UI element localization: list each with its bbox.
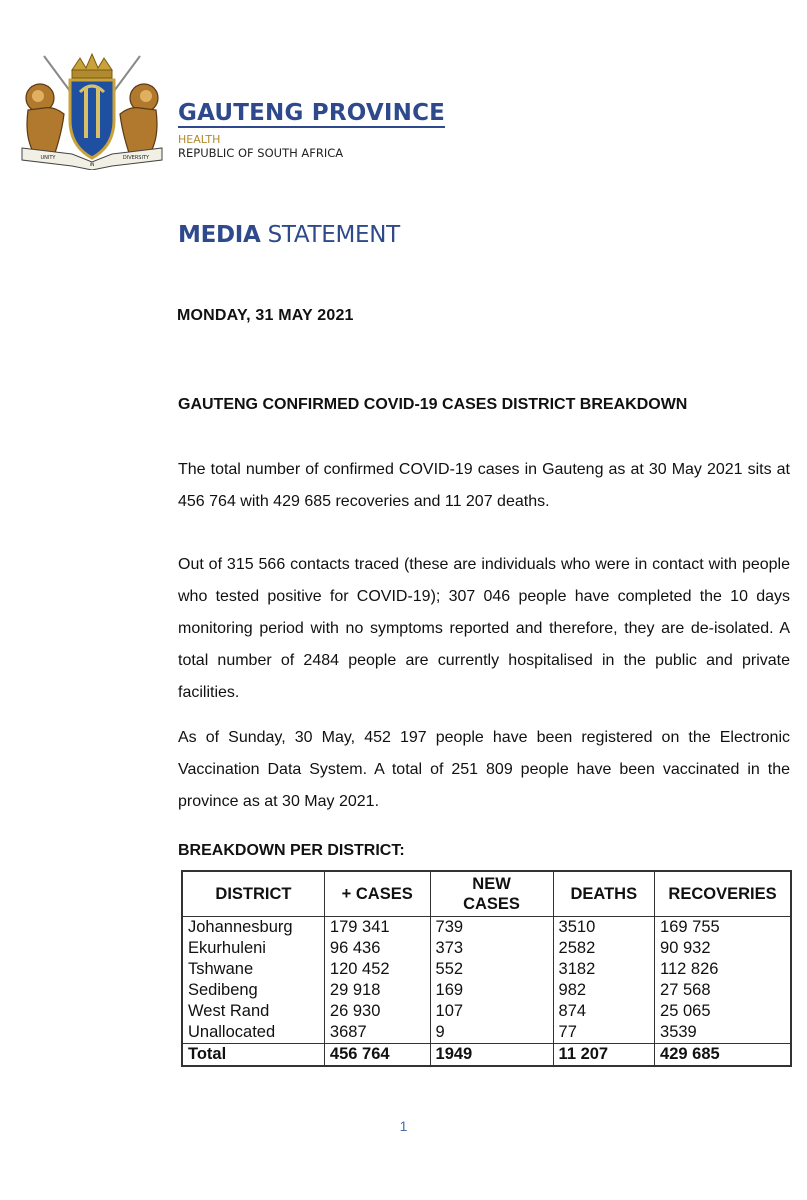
column-header-cases: + CASES	[324, 871, 430, 917]
country-name: REPUBLIC OF SOUTH AFRICA	[178, 146, 344, 160]
cell-district: Unallocated	[182, 1022, 324, 1044]
cell-recoveries: 169 755	[655, 917, 791, 939]
cell-district: West Rand	[182, 1001, 324, 1022]
cell-cases: 96 436	[324, 938, 430, 959]
svg-text:DIVERSITY: DIVERSITY	[122, 155, 150, 161]
paragraph-contacts: Out of 315 566 contacts traced (these are individuals who were in contact with people who tested positive for COVID-19); 307 046 people have completed the 10 days monitoring period with no symptoms reported and therefore, they are de-isolated. A total number of 2484 people are currently hospitalised in the public and private facilities.	[178, 556, 790, 701]
cell-district: Tshwane	[182, 959, 324, 980]
cell-cases: 29 918	[324, 980, 430, 1001]
coat-of-arms-logo	[14, 50, 170, 170]
department-name: HEALTH	[178, 133, 221, 146]
cell-district: Ekurhuleni	[182, 938, 324, 959]
cell-cases: 3687	[324, 1022, 430, 1044]
table-row	[182, 959, 791, 980]
cell-deaths: 77	[553, 1022, 654, 1044]
cell-total-recoveries: 429 685	[655, 1044, 791, 1067]
cell-recoveries: 25 065	[655, 1001, 791, 1022]
media-word: MEDIA	[178, 222, 261, 248]
cell-total-deaths: 11 207	[553, 1044, 654, 1067]
column-header-district: DISTRICT	[182, 871, 324, 917]
table-row	[182, 1022, 791, 1044]
cell-new-cases: 169	[430, 980, 553, 1001]
cell-cases: 179 341	[324, 917, 430, 939]
cell-recoveries: 3539	[655, 1022, 791, 1044]
cell-recoveries: 112 826	[655, 959, 791, 980]
cell-district: Johannesburg	[182, 917, 324, 939]
cell-new-cases: 739	[430, 917, 553, 939]
statement-date: MONDAY, 31 MAY 2021	[177, 307, 354, 324]
table-row	[182, 938, 791, 959]
cell-new-cases: 9	[430, 1022, 553, 1044]
cell-deaths: 874	[553, 1001, 654, 1022]
table-row	[182, 1001, 791, 1022]
cell-total-label: Total	[182, 1044, 324, 1067]
cell-deaths: 3510	[553, 917, 654, 939]
cell-total-new-cases: 1949	[430, 1044, 553, 1067]
table-row	[182, 917, 791, 939]
table-header-row	[182, 871, 791, 917]
district-breakdown-table	[181, 870, 792, 1067]
cell-deaths: 2582	[553, 938, 654, 959]
cell-total-cases: 456 764	[324, 1044, 430, 1067]
paragraph-vaccination: As of Sunday, 30 May, 452 197 people have been registered on the Electronic Vaccination Data System. A total of 251 809 people have been vaccinated in the province as at 30 May 2021.	[178, 729, 790, 810]
cell-deaths: 982	[553, 980, 654, 1001]
table-heading: BREAKDOWN PER DISTRICT:	[178, 842, 405, 859]
province-name: GAUTENG PROVINCE	[178, 100, 446, 126]
column-header-new-cases: NEW CASES	[430, 871, 553, 917]
cell-district: Sedibeng	[182, 980, 324, 1001]
column-header-deaths: DEATHS	[553, 871, 654, 917]
cell-cases: 26 930	[324, 1001, 430, 1022]
table-total-row	[182, 1044, 791, 1067]
cell-recoveries: 27 568	[655, 980, 791, 1001]
cell-new-cases: 373	[430, 938, 553, 959]
cell-recoveries: 90 932	[655, 938, 791, 959]
svg-text:UNITY: UNITY	[40, 155, 56, 161]
cell-new-cases: 107	[430, 1001, 553, 1022]
letterhead	[178, 100, 445, 161]
table-row	[182, 980, 791, 1001]
media-statement-heading	[178, 222, 400, 248]
cell-cases: 120 452	[324, 959, 430, 980]
paragraph-totals: The total number of confirmed COVID-19 cases in Gauteng as at 30 May 2021 sits at 456 764 with 429 685 recoveries and 11 207 deaths.	[178, 461, 790, 510]
page-number: 1	[399, 1118, 408, 1134]
statement-word: STATEMENT	[267, 222, 400, 248]
svg-text:IN: IN	[89, 163, 95, 168]
column-header-recoveries: RECOVERIES	[655, 871, 791, 917]
cell-new-cases: 552	[430, 959, 553, 980]
cell-deaths: 3182	[553, 959, 654, 980]
document-title: GAUTENG CONFIRMED COVID-19 CASES DISTRICT BREAKDOWN	[178, 396, 688, 413]
